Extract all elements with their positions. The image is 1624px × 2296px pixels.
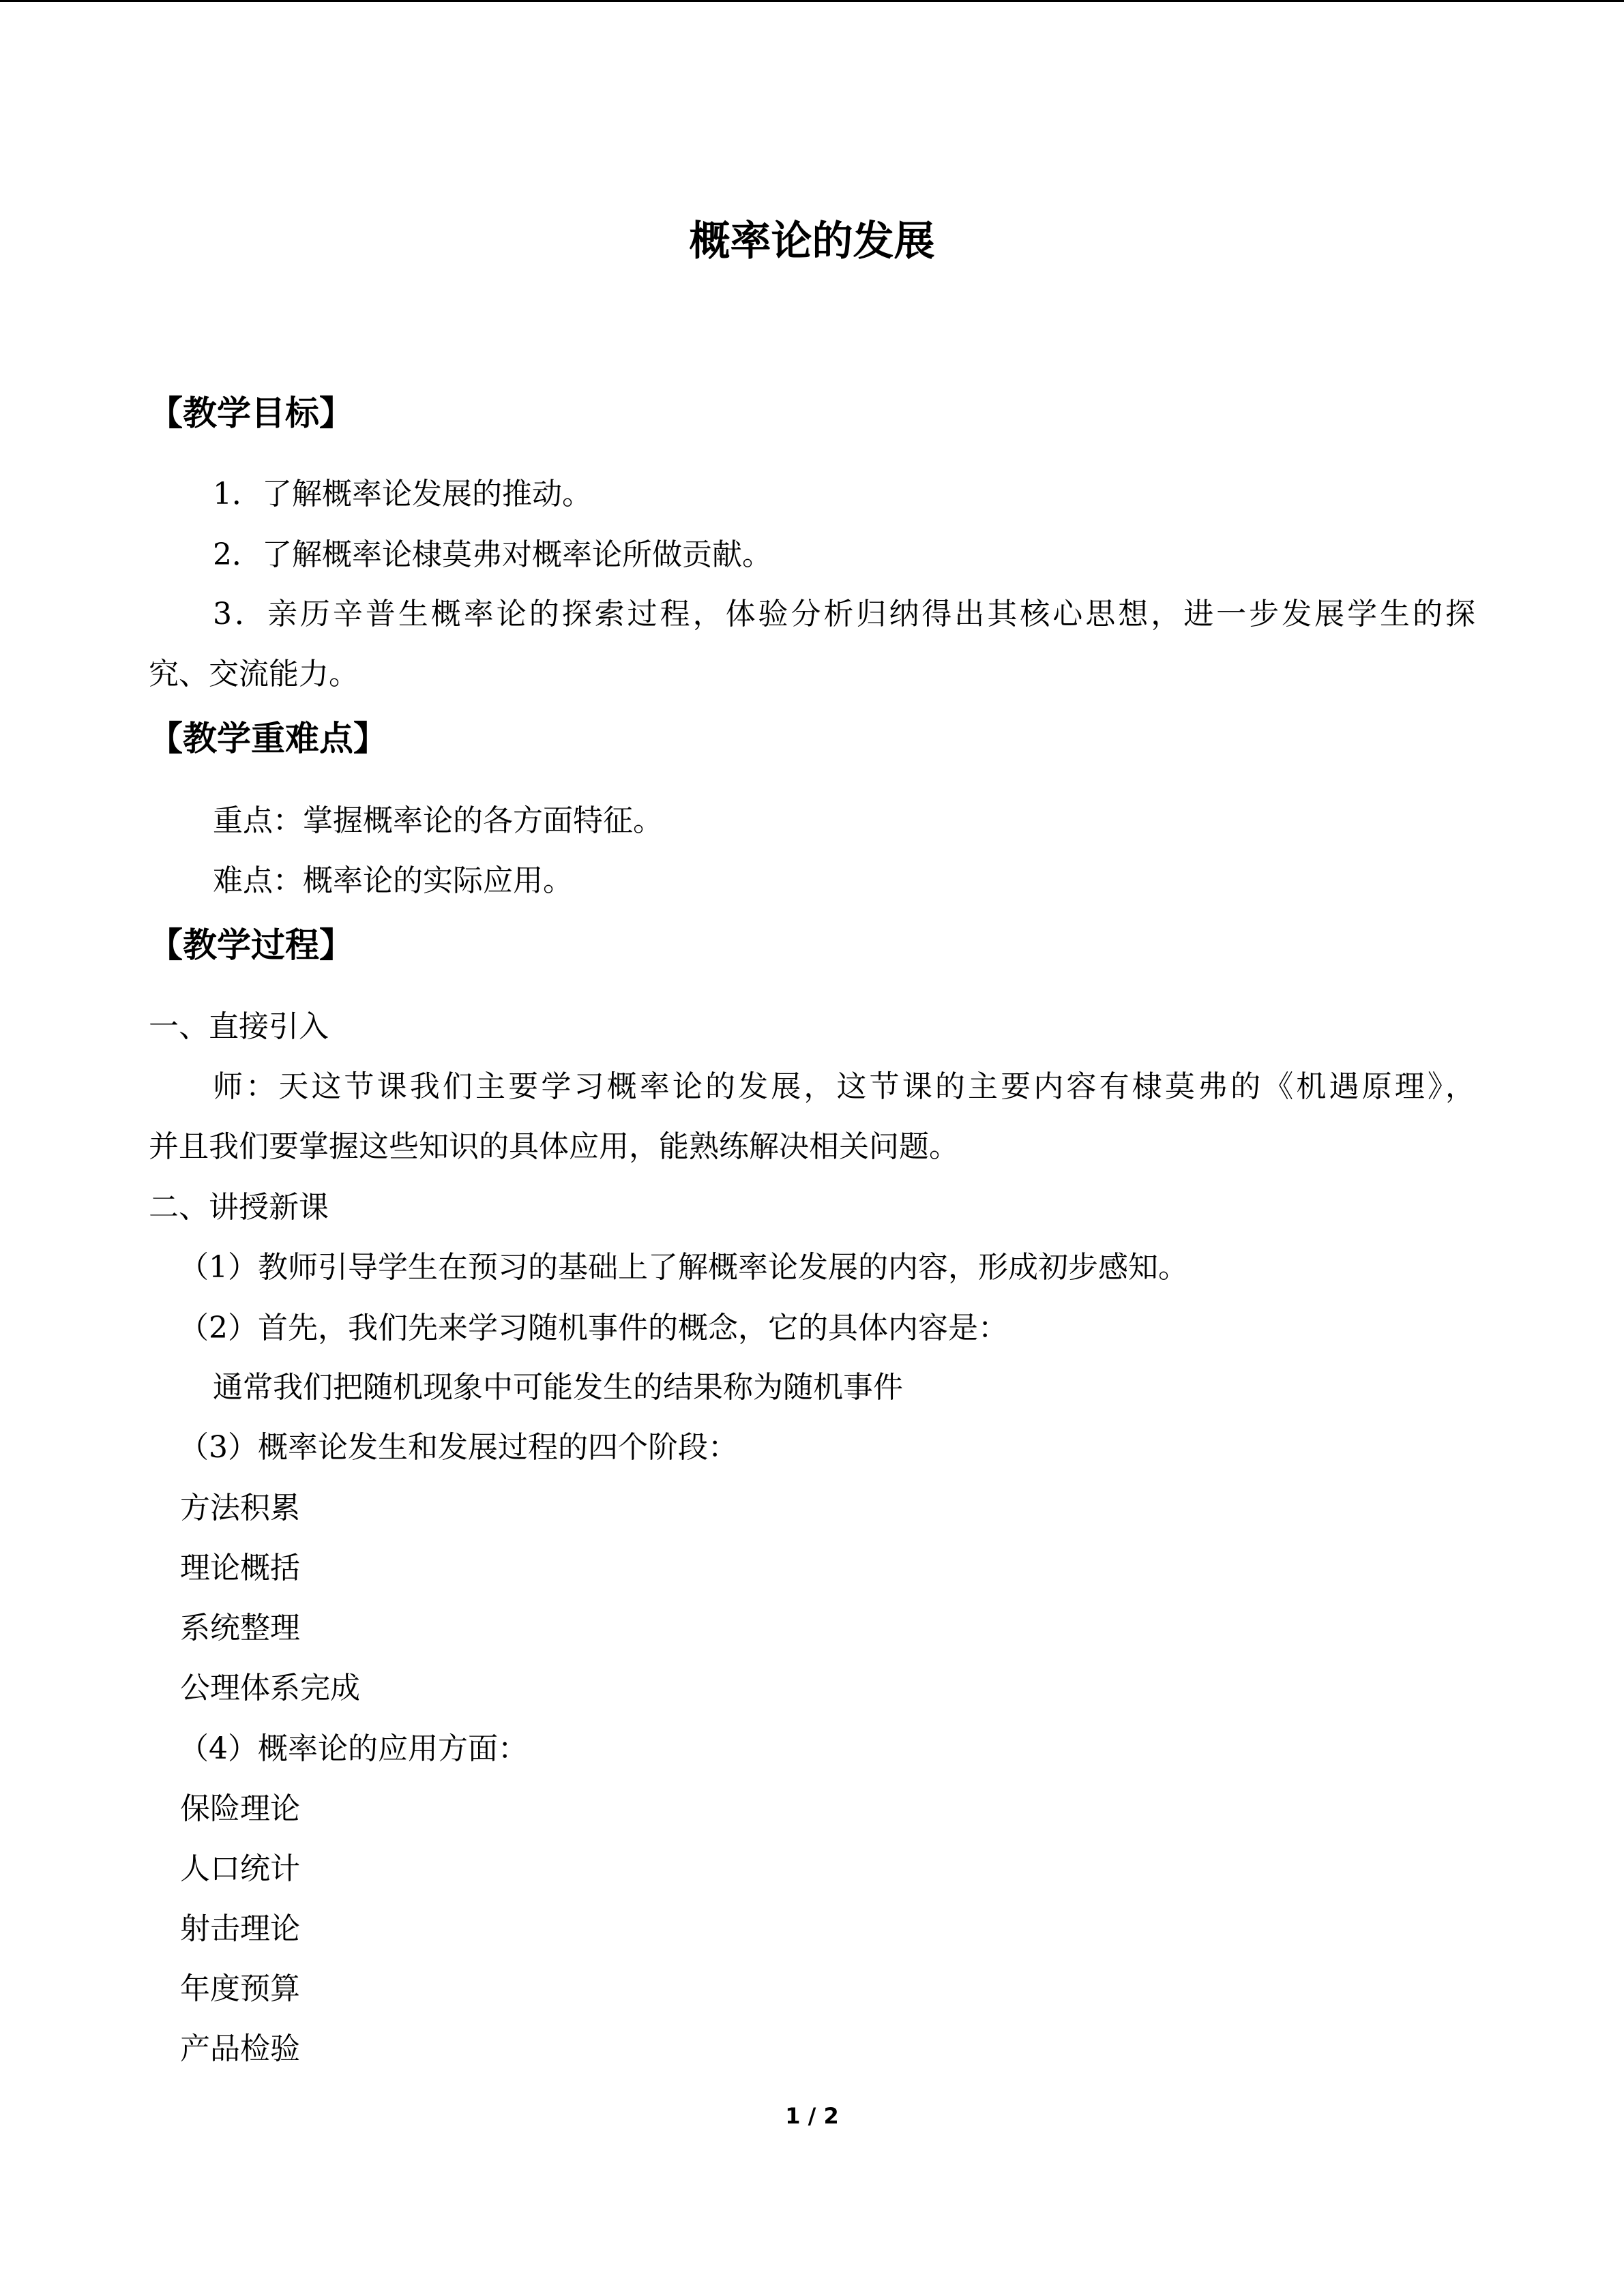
process-heading: 【教学过程】 [149, 925, 353, 965]
application-item: 年度预算 [180, 1971, 300, 2006]
keypoint-difficult: 难点：概率论的实际应用。 [213, 863, 573, 898]
goals-heading: 【教学目标】 [149, 393, 353, 433]
application-item: 保险理论 [180, 1791, 300, 1826]
stage-item: 公理体系完成 [180, 1671, 360, 1705]
step-2-detail: 通常我们把随机现象中可能发生的结果称为随机事件 [213, 1370, 903, 1405]
part1-heading: 一、直接引入 [149, 1009, 329, 1044]
goal-item-1: 1．了解概率论发展的推动。 [213, 477, 592, 511]
keypoints-heading: 【教学重难点】 [149, 719, 387, 758]
keypoint-main: 重点：掌握概率论的各方面特征。 [213, 803, 663, 838]
stage-item: 方法积累 [180, 1491, 300, 1525]
part2-heading: 二、讲授新课 [149, 1190, 329, 1225]
step-2: （2）首先，我们先来学习随机事件的概念，它的具体内容是： [179, 1311, 1008, 1345]
goal-item-3: 3．亲历辛普生概率论的探索过程，体验分析归纳得出其核心思想，进一步发展学生的探 [213, 597, 1475, 631]
stage-item: 理论概括 [180, 1551, 300, 1585]
application-item: 人口统计 [180, 1851, 300, 1886]
application-item: 产品检验 [180, 2031, 300, 2066]
goal-item-3-continued: 究、交流能力。 [149, 657, 359, 691]
stage-item: 系统整理 [180, 1611, 300, 1645]
step-1: （1）教师引导学生在预习的基础上了解概率论发展的内容，形成初步感知。 [179, 1250, 1188, 1285]
part1-line-1: 师：天这节课我们主要学习概率论的发展，这节课的主要内容有棣莫弗的《机遇原理》， [213, 1069, 1475, 1104]
step-3: （3）概率论发生和发展过程的四个阶段： [179, 1430, 738, 1465]
part1-line-2: 并且我们要掌握这些知识的具体应用，能熟练解决相关问题。 [149, 1129, 959, 1164]
goal-item-2: 2．了解概率论棣莫弗对概率论所做贡献。 [213, 537, 772, 572]
step-4: （4）概率论的应用方面： [179, 1731, 528, 1766]
application-item: 射击理论 [180, 1911, 300, 1946]
page-title: 概率论的发展 [689, 218, 935, 265]
page-number: 1 / 2 [785, 2103, 839, 2129]
